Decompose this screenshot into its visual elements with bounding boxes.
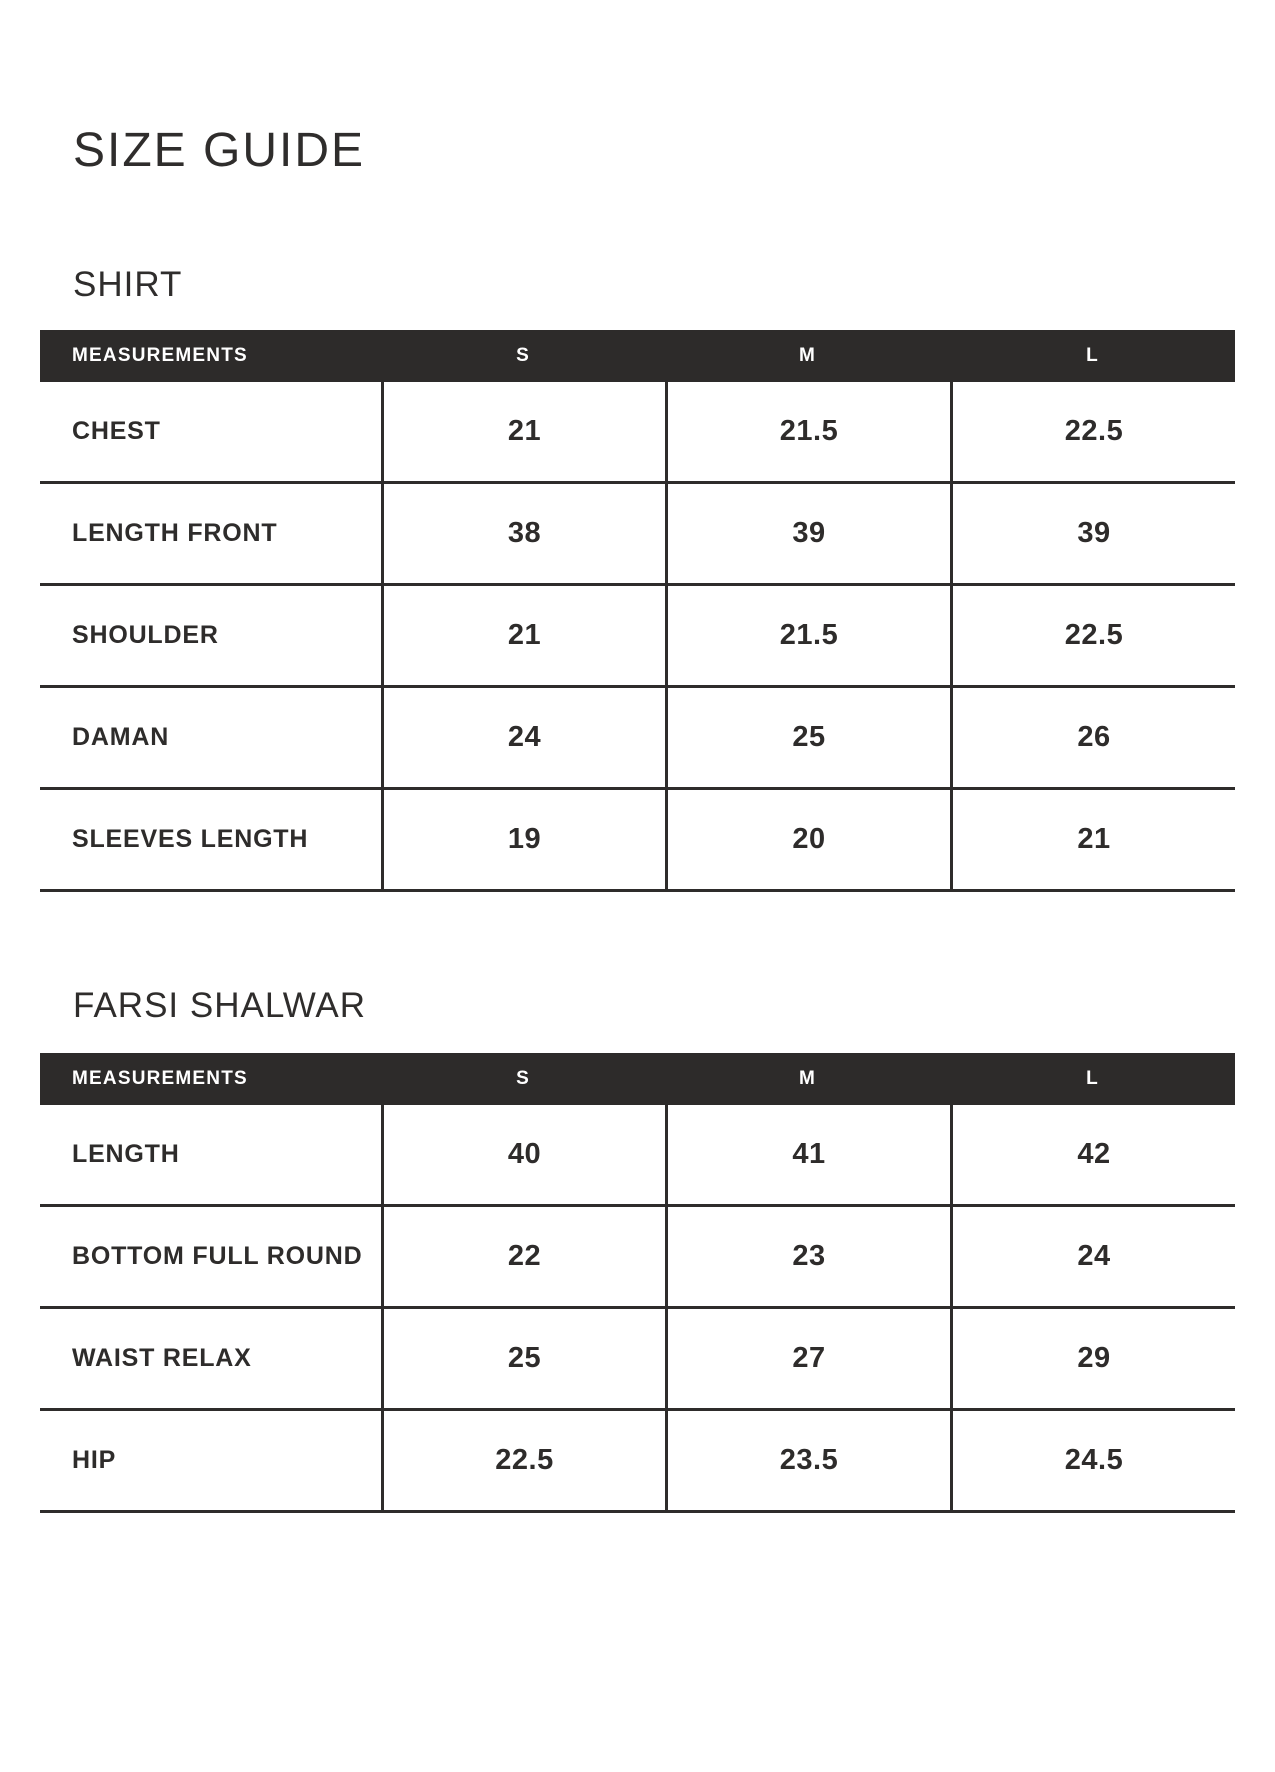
cell-value-l: 26 <box>950 688 1235 787</box>
cell-value-l: 22.5 <box>950 586 1235 685</box>
column-header-size-l: L <box>1086 344 1099 366</box>
cell-value-s: 19 <box>381 790 665 889</box>
cell-value-m: 25 <box>665 688 950 787</box>
row-label: CHEST <box>72 416 161 445</box>
column-header-size-s: S <box>516 344 530 366</box>
cell-value-m: 27 <box>665 1309 950 1408</box>
table-row-hip <box>40 1411 1235 1513</box>
cell-value-s: 22 <box>381 1207 665 1306</box>
row-label: LENGTH <box>72 1139 180 1168</box>
table-header-row <box>40 1053 1235 1105</box>
shirt-size-table <box>40 330 1235 892</box>
cell-value-s: 21 <box>381 586 665 685</box>
row-label: SHOULDER <box>72 620 219 649</box>
table-row-waist-relax <box>40 1309 1235 1411</box>
cell-value-s: 22.5 <box>381 1411 665 1510</box>
cell-value-s: 24 <box>381 688 665 787</box>
table-row-bottom-full-round <box>40 1207 1235 1309</box>
column-header-size-s: S <box>516 1067 530 1089</box>
cell-value-l: 42 <box>950 1105 1235 1204</box>
table-row-daman <box>40 688 1235 790</box>
cell-value-m: 21.5 <box>665 382 950 481</box>
column-header-measurements: MEASUREMENTS <box>72 344 248 366</box>
cell-value-s: 25 <box>381 1309 665 1408</box>
column-header-size-m: M <box>798 1067 817 1089</box>
cell-value-l: 21 <box>950 790 1235 889</box>
table-row-sleeves-length <box>40 790 1235 892</box>
cell-value-m: 23.5 <box>665 1411 950 1510</box>
column-header-size-l: L <box>1086 1067 1099 1089</box>
row-label: LENGTH FRONT <box>72 518 278 547</box>
cell-value-m: 41 <box>665 1105 950 1204</box>
row-label: BOTTOM FULL ROUND <box>72 1241 363 1270</box>
size-guide-page <box>0 122 1275 1513</box>
cell-value-l: 24 <box>950 1207 1235 1306</box>
cell-value-l: 29 <box>950 1309 1235 1408</box>
cell-value-m: 39 <box>665 484 950 583</box>
cell-value-l: 39 <box>950 484 1235 583</box>
table-header-row <box>40 330 1235 382</box>
cell-value-s: 38 <box>381 484 665 583</box>
table-row-length-front <box>40 484 1235 586</box>
table-row-shoulder <box>40 586 1235 688</box>
cell-value-l: 22.5 <box>950 382 1235 481</box>
table-row-chest <box>40 382 1235 484</box>
section-heading-shirt: SHIRT <box>73 264 183 304</box>
row-label: DAMAN <box>72 722 170 751</box>
row-label: SLEEVES LENGTH <box>72 824 309 853</box>
cell-value-l: 24.5 <box>950 1411 1235 1510</box>
farsi-shalwar-section <box>0 985 1275 1513</box>
cell-value-s: 21 <box>381 382 665 481</box>
section-heading-farsi-shalwar: FARSI SHALWAR <box>73 985 367 1025</box>
table-row-length <box>40 1105 1235 1207</box>
page-title: SIZE GUIDE <box>73 124 366 177</box>
cell-value-m: 23 <box>665 1207 950 1306</box>
row-label: WAIST RELAX <box>72 1343 252 1372</box>
farsi-shalwar-size-table <box>40 1053 1235 1513</box>
shirt-section <box>0 264 1275 892</box>
cell-value-m: 20 <box>665 790 950 889</box>
column-header-size-m: M <box>798 344 817 366</box>
cell-value-s: 40 <box>381 1105 665 1204</box>
cell-value-m: 21.5 <box>665 586 950 685</box>
column-header-measurements: MEASUREMENTS <box>72 1067 248 1089</box>
row-label: HIP <box>72 1445 117 1474</box>
